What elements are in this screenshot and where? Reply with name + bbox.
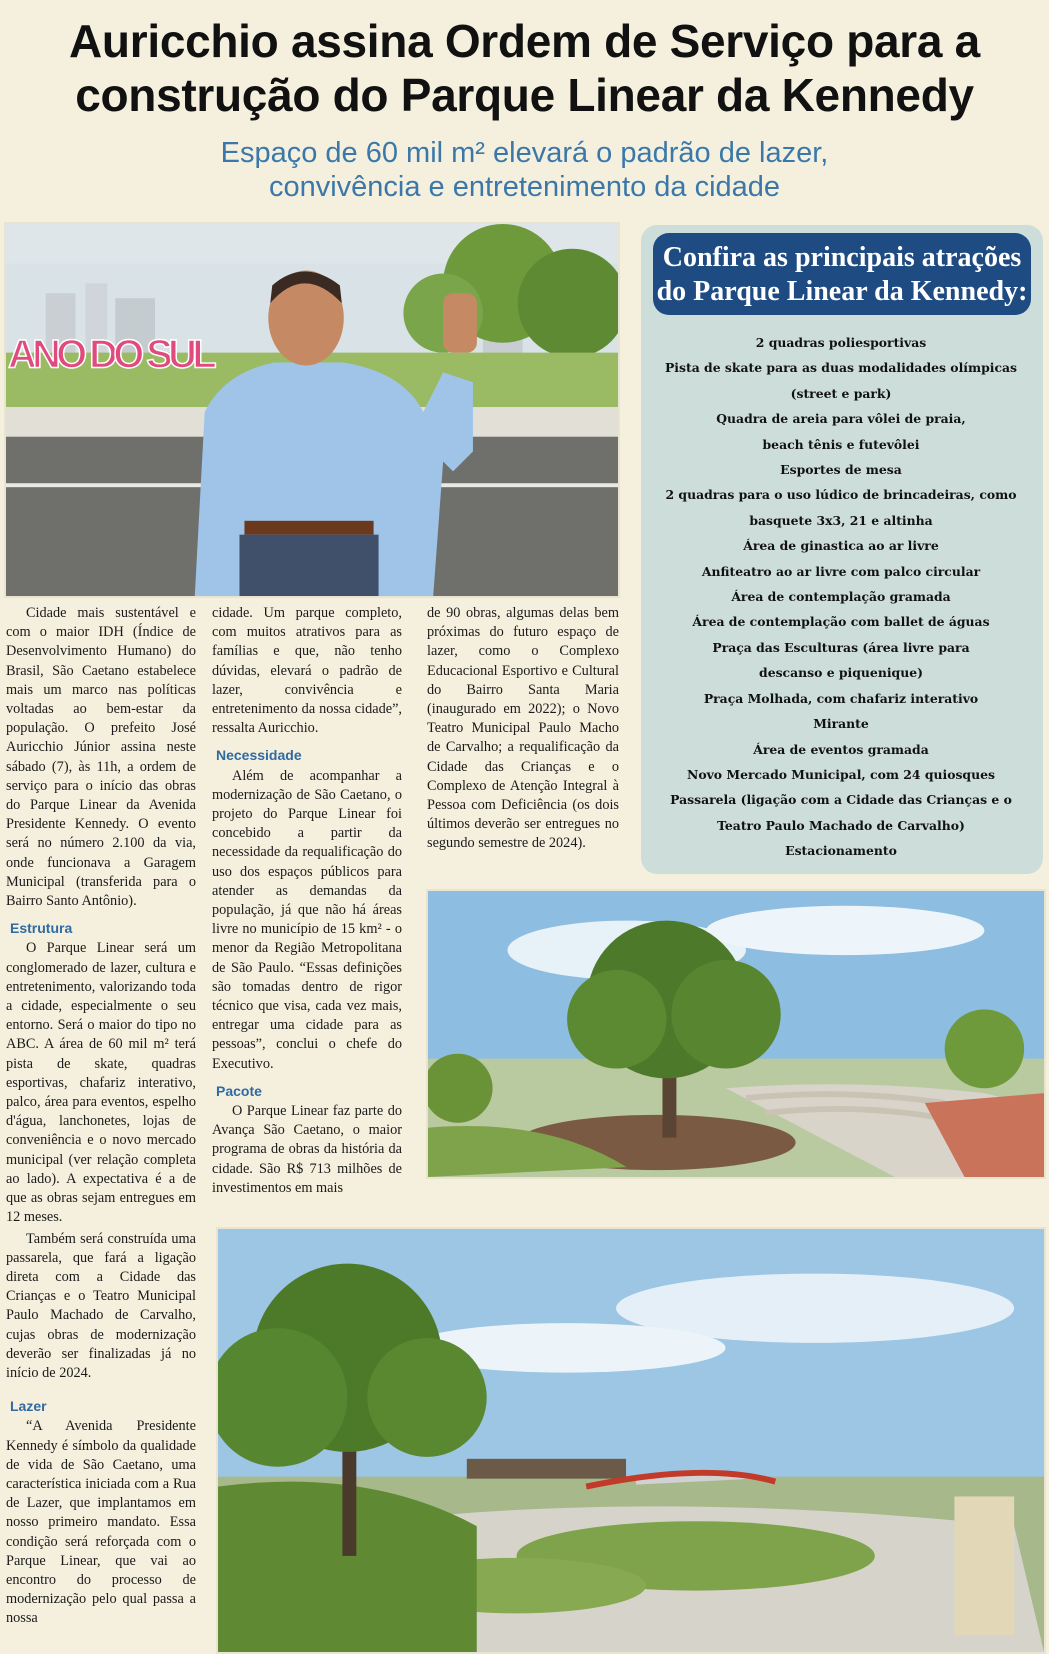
attraction-item: Área de ginastica ao ar livre — [743, 538, 939, 554]
attraction-item: Área de eventos gramada — [753, 741, 929, 757]
attraction-item: Quadra de areia para vôlei de praia, — [716, 411, 966, 427]
attractions-list — [660, 330, 1022, 864]
photo-sign-text: ANO DO SUL — [7, 332, 217, 377]
attraction-item: Novo Mercado Municipal, com 24 quiosques — [687, 766, 995, 782]
subheadline-line-2: convivência e entretenimento da cidade — [268, 171, 781, 203]
headline-line-1: Auricchio assina Ordem de Serviço para a — [69, 15, 980, 67]
article-column-2 — [212, 604, 402, 1198]
photo-rendering-amphitheater — [426, 889, 1046, 1179]
attraction-item: Praça das Esculturas (área livre para — [712, 639, 970, 655]
headline — [0, 14, 1049, 122]
paragraph: Cidade mais sustentável e com o maior IDH (Índice de Desenvolvimento Humano) do Brasil, São Caetano estabelece mais um marco nas políticas voltadas ao bem-estar da população. O prefeito José Auricchio Júnior assina neste sábado (7), às 11h, a ordem de serviço para o início das obras do Parque Linear da Avenida Presidente Kennedy. O evento será no número 2.100 da via, onde funcionava a Garagem Municipal (transferida para o Bairro Santo Antônio). — [6, 605, 196, 910]
attraction-item: Esportes de mesa — [780, 462, 902, 478]
attraction-item: Estacionamento — [785, 843, 897, 859]
article-column-1 — [6, 604, 196, 1629]
attraction-item: Anfiteatro ao ar livre com palco circular — [701, 563, 981, 579]
photo-mayor — [4, 222, 620, 598]
attraction-item: Passarela (ligação com a Cidade das Crianças e o — [670, 792, 1012, 808]
attractions-title — [653, 233, 1031, 315]
paragraph: “A Avenida Presidente Kennedy é símbolo da qualidade de vida de São Caetano, uma característica iniciada com a Rua de Lazer, que implantamos em nosso primeiro mandato. Essa condição será reforçada com o Parque Linear, que vai ao encontro do processo de modernização pelo qual passa a nossa — [6, 1418, 196, 1627]
subheadline-line-1: Espaço de 60 mil m² elevará o padrão de lazer, — [220, 137, 829, 169]
attraction-item: (street e park) — [790, 385, 892, 401]
section-heading-estrutura: Estrutura — [10, 920, 73, 937]
attraction-item: basquete 3x3, 21 e altinha — [749, 512, 933, 528]
section-heading-pacote: Pacote — [216, 1082, 262, 1099]
attraction-item: descanso e piquenique) — [759, 665, 923, 681]
attraction-item: 2 quadras para o uso lúdico de brincadeiras, como — [665, 487, 1017, 503]
attractions-title-line-2: do Parque Linear da Kennedy: — [656, 276, 1028, 307]
subheadline — [0, 136, 1049, 204]
paragraph: O Parque Linear será um conglomerado de lazer, cultura e entretenimento, valorizando toda a cidade, especialmente o seu entorno. Será o maior do tipo no ABC. A área de 60 mil m² terá pista de skate, quadras esportivas, chafariz interativo, palco, área para eventos, espelho d'água, lanchonetes, lojas de conveniência e o novo mercado municipal (ver relação completa ao lado). A expectativa é a de que as obras sejam entregues em 12 meses. — [6, 940, 196, 1226]
section-heading-lazer: Lazer — [10, 1398, 47, 1415]
article-column-3 — [427, 604, 619, 854]
paragraph: de 90 obras, algumas delas bem próximas do futuro espaço de lazer, como o Complexo Educacional Esportivo e Cultural do Bairro Santa Maria (inaugurado em 2022); o Novo Teatro Municipal Paulo Macho de Carvalho; a requalificação da Cidade das Crianças e o Complexo de Atenção Integral à Pessoa com Deficiência (os dois últimos deverão ser entregues no segundo semestre de 2024). — [427, 605, 619, 852]
attraction-item: Mirante — [813, 716, 869, 732]
paragraph: Além de acompanhar a modernização de São Caetano, o projeto do Parque Linear foi concebido a partir da necessidade da requalificação do uso dos espaços públicos para atender as demandas da população, já que não há áreas livre no município de 15 km² - o menor da Região Metropolitana de São Paulo. “Essas definições são tomadas dentro de rigor técnico que visa, cada vez mais, entregar uma cidade para as pessoas”, conclui o chefe do Executivo. — [212, 767, 402, 1072]
attraction-item: beach tênis e futevôlei — [762, 436, 920, 452]
paragraph: O Parque Linear faz parte do Avança São Caetano, o maior programa de obras da história da cidade. São R$ 713 milhões de investimentos em mais — [212, 1103, 402, 1196]
attraction-item: Pista de skate para as duas modalidades olímpicas — [664, 360, 1018, 376]
attraction-item: Área de contemplação gramada — [731, 589, 951, 605]
paragraph: Também será construída uma passarela, que fará a ligação direta com a Cidade das Crianças e o Teatro Municipal Paulo Machado de Carvalho, cujas obras de modernização deverão ser finalizadas já no início de 2024. — [6, 1230, 196, 1381]
attraction-item: Praça Molhada, com chafariz interativo — [703, 690, 979, 706]
headline-line-2: construção do Parque Linear da Kennedy — [75, 69, 974, 121]
attraction-item: Teatro Paulo Machado de Carvalho) — [717, 817, 965, 833]
photo-rendering-sculpture-plaza — [216, 1227, 1046, 1654]
attraction-item: 2 quadras poliesportivas — [755, 335, 927, 350]
attractions-title-line-1: Confira as principais atrações — [662, 242, 1022, 273]
attraction-item: Área de contemplação com ballet de águas — [692, 614, 990, 630]
paragraph: cidade. Um parque completo, com muitos atrativos para as famílias e que, não tenho dúvidas, elevará o padrão de lazer, convivência e entretenimento da nossa cidade”, ressalta Auricchio. — [212, 605, 402, 737]
section-heading-necessidade: Necessidade — [216, 747, 302, 764]
